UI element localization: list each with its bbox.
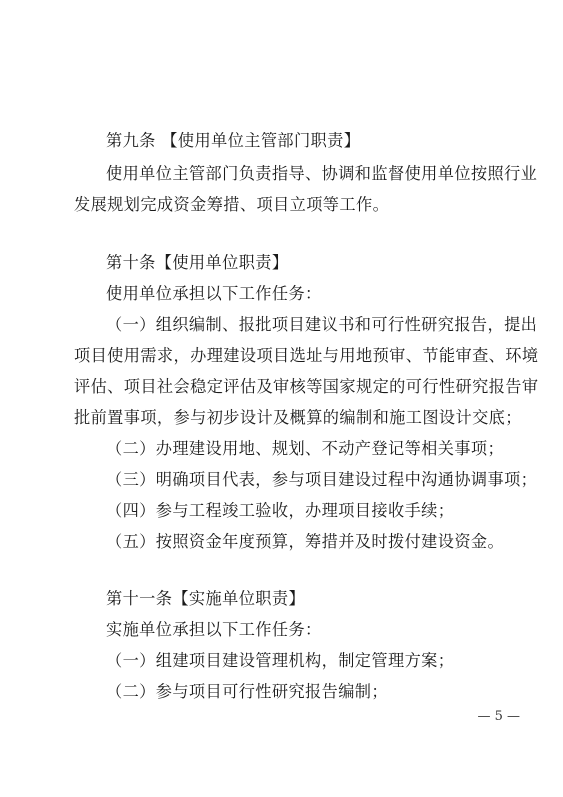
section-11-heading: 第十一条【实施单位职责】 [106,589,306,608]
section-10-item-3: （三）明确项目代表，参与项目建设过程中沟通协调事项； [106,470,538,489]
section-11-item-2: （二）参与项目可行性研究报告编制； [106,682,388,701]
section-11-item-1: （一）组建项目建设管理机构，制定管理方案； [106,651,455,670]
section-10-item-1-line-4: 批前置事项，参与初步设计及概算的编制和施工图设计交底； [74,408,522,427]
section-10-item-4: （四）参与工程竣工验收，办理项目接收手续； [106,501,455,520]
section-10-item-1-line-3: 评估、项目社会稳定评估及审核等国家规定的可行性研究报告审 [74,377,539,396]
section-10-item-5: （五）按照资金年度预算，筹措并及时拨付建设资金。 [106,532,505,551]
section-11-intro: 实施单位承担以下工作任务： [106,620,322,639]
section-10-intro: 使用单位承担以下工作任务： [106,284,322,303]
section-9-line-1: 使用单位主管部门负责指导、协调和监督使用单位按照行业 [106,164,538,183]
section-10-heading: 第十条【使用单位职责】 [106,253,289,272]
section-10-item-1-line-1: （一）组织编制、报批项目建议书和可行性研究报告，提出 [106,315,538,334]
section-9-heading: 第九条 【使用单位主管部门职责】 [106,131,361,150]
section-10-item-2: （二）办理建设用地、规划、不动产登记等相关事项； [106,439,505,458]
page-number: — 5 — [477,709,520,724]
section-9-line-2: 发展规划完成资金筹措、项目立项等工作。 [74,195,390,214]
section-10-item-1-line-2: 项目使用需求，办理建设项目选址与用地预审、节能审查、环境 [74,346,539,365]
